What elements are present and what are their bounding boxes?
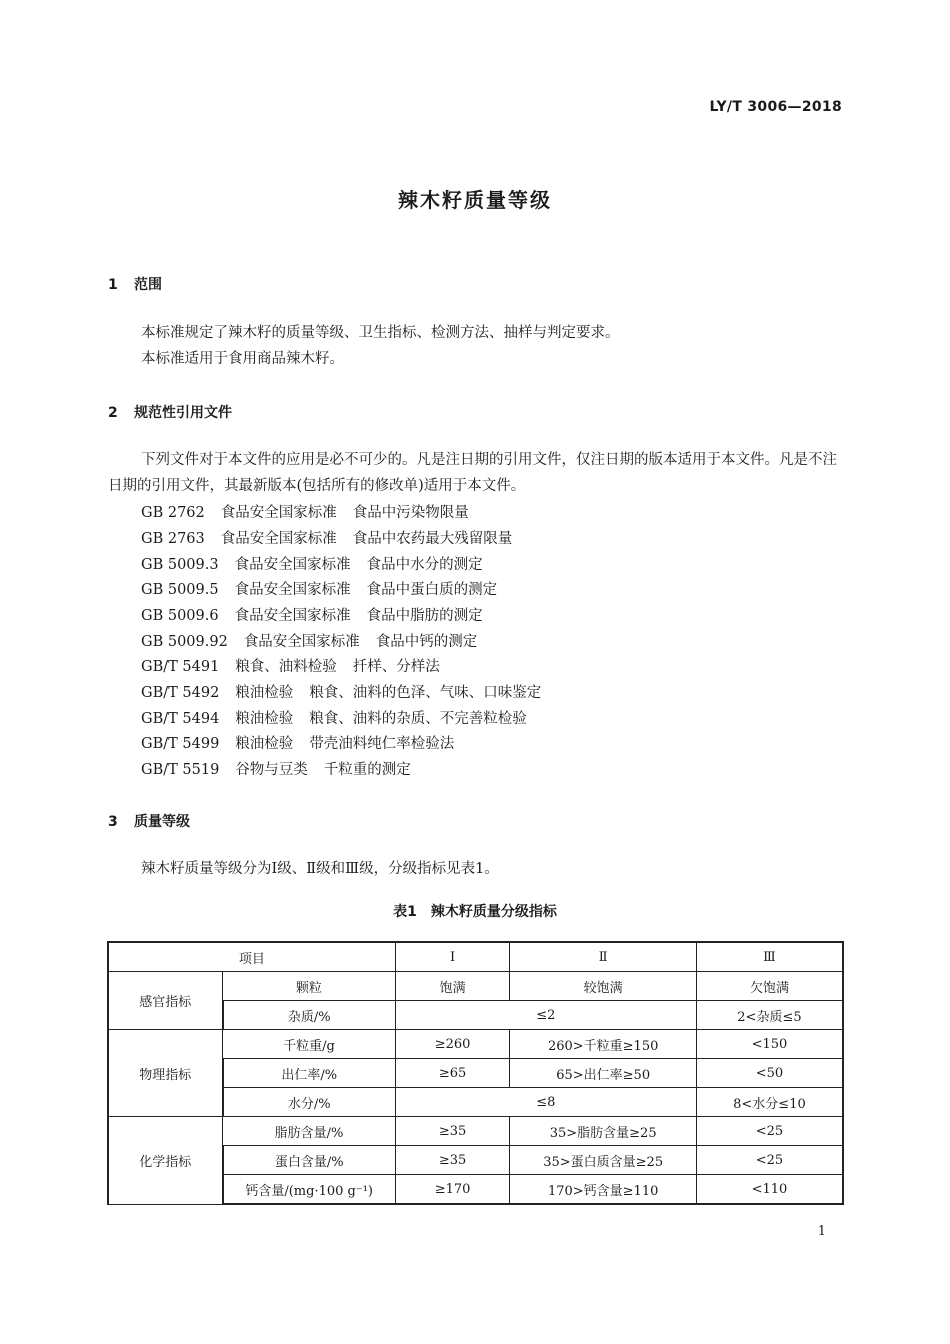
reference-item: GB/T 5519 谷物与豆类 千粒重的测定 <box>141 762 411 778</box>
table-row <box>108 1030 843 1059</box>
page-number: 1 <box>817 1224 826 1239</box>
table-header-row <box>108 942 843 972</box>
item-cell: 脂肪含量/% <box>223 1117 396 1146</box>
section-1-heading <box>108 274 162 294</box>
item-cell: 蛋白含量/% <box>223 1146 396 1175</box>
header-cell: Ⅱ <box>510 942 696 972</box>
reference-item: GB/T 5494 粮油检验 粮食、油料的杂质、不完善粒检验 <box>141 711 527 727</box>
table-cell: 饱满 <box>395 972 510 1001</box>
reference-item: GB 5009.92 食品安全国家标准 食品中钙的测定 <box>141 634 478 650</box>
table-cell: 170>钙含量≥110 <box>510 1175 696 1205</box>
group-cell: 化学指标 <box>108 1117 223 1205</box>
item-cell: 出仁率/% <box>223 1059 396 1088</box>
table-cell: <25 <box>696 1146 843 1175</box>
table-cell: <50 <box>696 1059 843 1088</box>
table-cell: ≥170 <box>395 1175 510 1205</box>
item-cell: 水分/% <box>223 1088 396 1117</box>
table-cell: ≥35 <box>395 1146 510 1175</box>
table-cell: 8<水分≤10 <box>696 1088 843 1117</box>
quality-grade-table <box>107 941 844 1205</box>
table-cell: 260>千粒重≥150 <box>510 1030 696 1059</box>
table-cell: <25 <box>696 1117 843 1146</box>
table-cell: 35>蛋白质含量≥25 <box>510 1146 696 1175</box>
reference-item: GB 5009.3 食品安全国家标准 食品中水分的测定 <box>141 557 483 573</box>
item-cell: 千粒重/g <box>223 1030 396 1059</box>
reference-item: GB 2762 食品安全国家标准 食品中污染物限量 <box>141 505 469 521</box>
reference-item: GB/T 5499 粮油检验 带壳油料纯仁率检验法 <box>141 736 455 752</box>
table-cell: <150 <box>696 1030 843 1059</box>
table-row <box>108 972 843 1001</box>
item-cell: 颗粒 <box>223 972 396 1001</box>
reference-item: GB 2763 食品安全国家标准 食品中农药最大残留限量 <box>141 531 513 547</box>
item-cell: 杂质/% <box>223 1001 396 1030</box>
reference-item: GB/T 5492 粮油检验 粮食、油料的色泽、气味、口味鉴定 <box>141 685 542 701</box>
table-cell: ≤2 <box>395 1001 696 1030</box>
reference-item: GB/T 5491 粮食、油料检验 扦样、分样法 <box>141 659 440 675</box>
section-2-heading <box>108 402 232 422</box>
reference-item: GB 5009.5 食品安全国家标准 食品中蛋白质的测定 <box>141 582 498 598</box>
header-cell: Ⅰ <box>395 942 510 972</box>
section-number: 3 <box>108 814 118 830</box>
section-3-paragraph: 辣木籽质量等级分为Ⅰ级、Ⅱ级和Ⅲ级，分级指标见表1。 <box>141 861 499 877</box>
page-title: 辣木籽质量等级 <box>398 188 552 212</box>
section-1-paragraph-2: 本标准适用于食用商品辣木籽。 <box>141 351 344 367</box>
table-cell: ≤8 <box>395 1088 696 1117</box>
table-cell: ≥260 <box>395 1030 510 1059</box>
section-number: 2 <box>108 405 118 421</box>
item-cell: 钙含量/(mg·100 g⁻¹) <box>223 1175 396 1205</box>
group-cell: 感官指标 <box>108 972 223 1030</box>
table-row <box>108 1117 843 1146</box>
table-cell: 较饱满 <box>510 972 696 1001</box>
standard-code: LY/T 3006—2018 <box>709 99 842 115</box>
table-cell: <110 <box>696 1175 843 1205</box>
section-3-heading <box>108 811 190 831</box>
section-number: 1 <box>108 277 118 293</box>
section-title: 规范性引用文件 <box>134 405 232 421</box>
table-cell: 35>脂肪含量≥25 <box>510 1117 696 1146</box>
table-caption: 表1 辣木籽质量分级指标 <box>393 904 557 920</box>
table-cell: ≥65 <box>395 1059 510 1088</box>
table-cell: 欠饱满 <box>696 972 843 1001</box>
group-cell: 物理指标 <box>108 1030 223 1117</box>
table-cell: 65>出仁率≥50 <box>510 1059 696 1088</box>
section-title: 质量等级 <box>134 814 190 830</box>
section-1-paragraph-1: 本标准规定了辣木籽的质量等级、卫生指标、检测方法、抽样与判定要求。 <box>141 325 620 341</box>
header-cell: 项目 <box>108 942 395 972</box>
reference-item: GB 5009.6 食品安全国家标准 食品中脂肪的测定 <box>141 608 483 624</box>
section-title: 范围 <box>134 277 162 293</box>
table-cell: ≥35 <box>395 1117 510 1146</box>
table-cell: 2<杂质≤5 <box>696 1001 843 1030</box>
section-2-intro: 下列文件对于本文件的应用是必不可少的。凡是注日期的引用文件，仅注日期的版本适用于本文件。凡是不注日期的引用文件，其最新版本(包括所有的修改单)适用于本文件。 <box>108 452 837 494</box>
header-cell: Ⅲ <box>696 942 843 972</box>
